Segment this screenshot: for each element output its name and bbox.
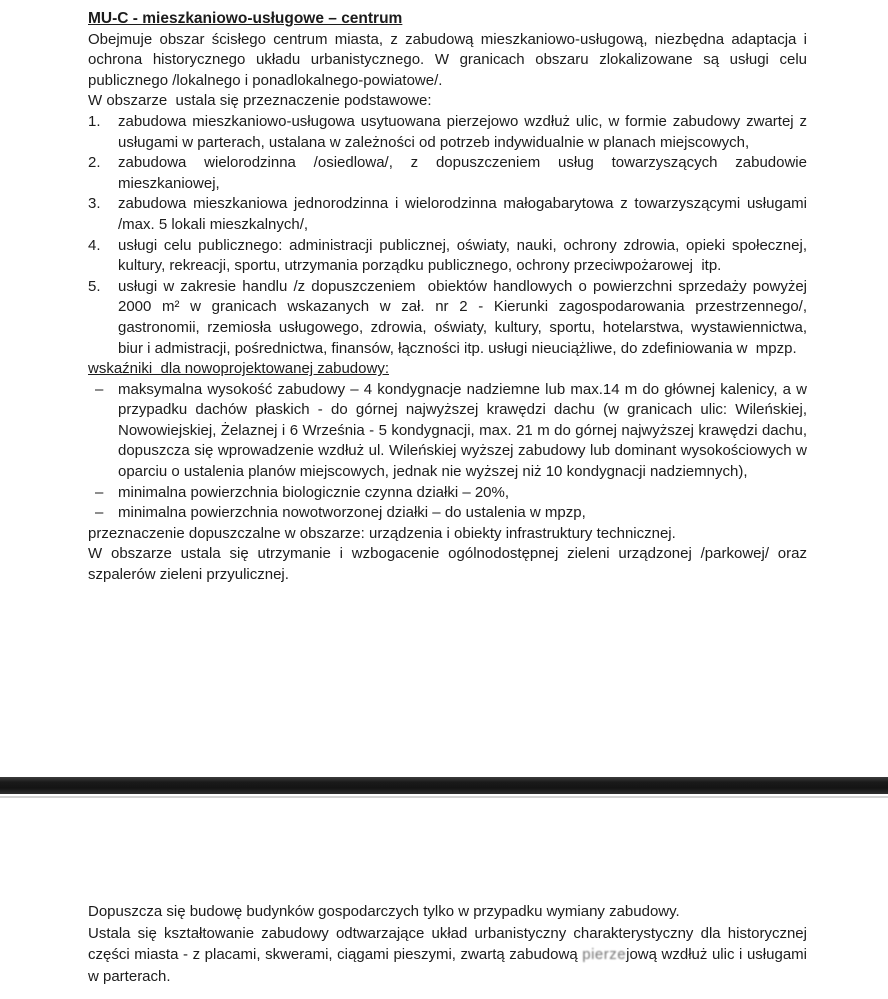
item-text: zabudowa wielorodzinna /osiedlowa/, z dopuszczeniem usług towarzyszących zabudowie mieszkaniowej,: [118, 154, 812, 192]
numbered-item: [88, 277, 812, 359]
item-text: usługi w zakresie handlu /z dopuszczeniem obiektów handlowych o powierzchni sprzedaży powyżej 2000 m² w granicach wskazanych w zał. nr 2 - Kierunki zagospodarowania przestrzennego/, gastronomii, rzemiosła usługowego, zdrowia, oświaty, kultury, sportu, hotelarstwa, wystawiennictwa, biur i admistracji, pośrednictwa, finansów, łączności itp. usługi nieuciążliwe, do zdefiniowania w mpzp.: [118, 277, 812, 357]
scan-damaged-word: pierze: [582, 946, 627, 963]
item-number: 4.: [88, 236, 101, 254]
dash-bullet: –: [95, 380, 104, 398]
item-number: 1.: [88, 112, 101, 130]
numbered-item: [88, 112, 812, 153]
numbered-item: [88, 236, 812, 277]
item-text: zabudowa mieszkaniowo-usługowa usytuowana pierzejowo wzdłuż ulic, w formie zabudowy zwartej z usługami w parterach, ustalana w zależności od potrzeb indywidualnie w planach miejscowych,: [118, 112, 812, 151]
allowed-use-line: przeznaczenie dopuszczalne w obszarze: urządzenia i obiekty infrastruktury technicznej.: [88, 524, 676, 542]
item-number: 2.: [88, 154, 101, 172]
dash-bullet: –: [95, 504, 104, 522]
bottom-text-block: [88, 901, 812, 987]
indicators-heading: wskaźniki dla nowoprojektowanej zabudowy:: [88, 360, 389, 378]
dash-bullet: –: [95, 483, 104, 501]
horizontal-divider-bar: [0, 777, 888, 794]
zoning-text-block: [88, 9, 812, 586]
dash-item: [88, 483, 807, 504]
item-text: minimalna powierzchnia biologicznie czynna działki – 20%,: [118, 483, 510, 501]
outbuildings-paragraph: Dopuszcza się budowę budynków gospodarczych tylko w przypadku wymiany zabudowy.: [88, 903, 680, 920]
dash-item: [88, 503, 807, 524]
section-title: MU-C - mieszkaniowo-usługowe – centrum: [88, 10, 403, 27]
item-text: minimalna powierzchnia nowotworzonej działki – do ustalenia w mpzp,: [118, 504, 586, 522]
item-number: 3.: [88, 195, 101, 213]
paragraph-text: Ustala się kształtowanie zabudowy odtwarzające układ urbanistyczny charakterystyczny dla historycznej części miasta - z placami, skwerami, ciągami pieszymi, zwartą zabudową: [88, 924, 812, 963]
dash-item: [88, 380, 812, 483]
item-text: zabudowa mieszkaniowa jednorodzinna i wielorodzinna małogabarytowa z towarzyszącymi usługami /max. 5 lokali mieszkalnych/,: [118, 195, 812, 233]
paragraph-text: jową wzdłuż ulic i usługami w parterach.: [88, 946, 812, 985]
intro-paragraph: Obejmuje obszar ścisłego centrum miasta, z zabudową mieszkaniowo-usługową, niezbędna adaptacja i ochrona historycznego układu urbanistycznego. W granicach obszaru zlokalizowane są usługi celu publicznego /lokalnego i ponadlokalnego-powiatowe/.: [88, 30, 812, 89]
numbered-item: [88, 153, 812, 194]
item-text: usługi celu publicznego: administracji publicznej, oświaty, nauki, ochrony zdrowia, opieki społecznej, kultury, rekreacji, sportu, utrzymania porządku publicznego, ochrony przeciwpożarowej itp.: [118, 236, 812, 275]
item-number: 5.: [88, 277, 101, 295]
numbered-item: [88, 194, 812, 235]
item-text: maksymalna wysokość zabudowy – 4 kondygnacje nadziemne lub max.14 m do głównej kalenicy, a w przypadku dachów płaskich - do górnej najwyższej krawędzi dachu (w granicach ulic: Wileńskiej, Nowowiejskiej, Żelaznej i 6 Września - 5 kondygnacji, max. 21 m do górnej najwyższej krawędzi dachu, dopuszcza się wprowadzenie wzdłuż ul. Wileńskiej wyższej zabudowy lub dominant wysokościowych w oparciu o ustalenia planów miejscowych, jednak nie wyższej niż 10 kondygnacji nadziemnych),: [118, 380, 812, 481]
purpose-heading: W obszarze ustala się przeznaczenie podstawowe:: [88, 92, 432, 110]
divider-underline: [0, 796, 888, 798]
urban-layout-paragraph: [88, 923, 812, 988]
greenery-paragraph: W obszarze ustala się utrzymanie i wzbogacenie ogólnodostępnej zieleni urządzonej /parkowej/ oraz szpalerów zieleni przyulicznej.: [88, 545, 812, 584]
